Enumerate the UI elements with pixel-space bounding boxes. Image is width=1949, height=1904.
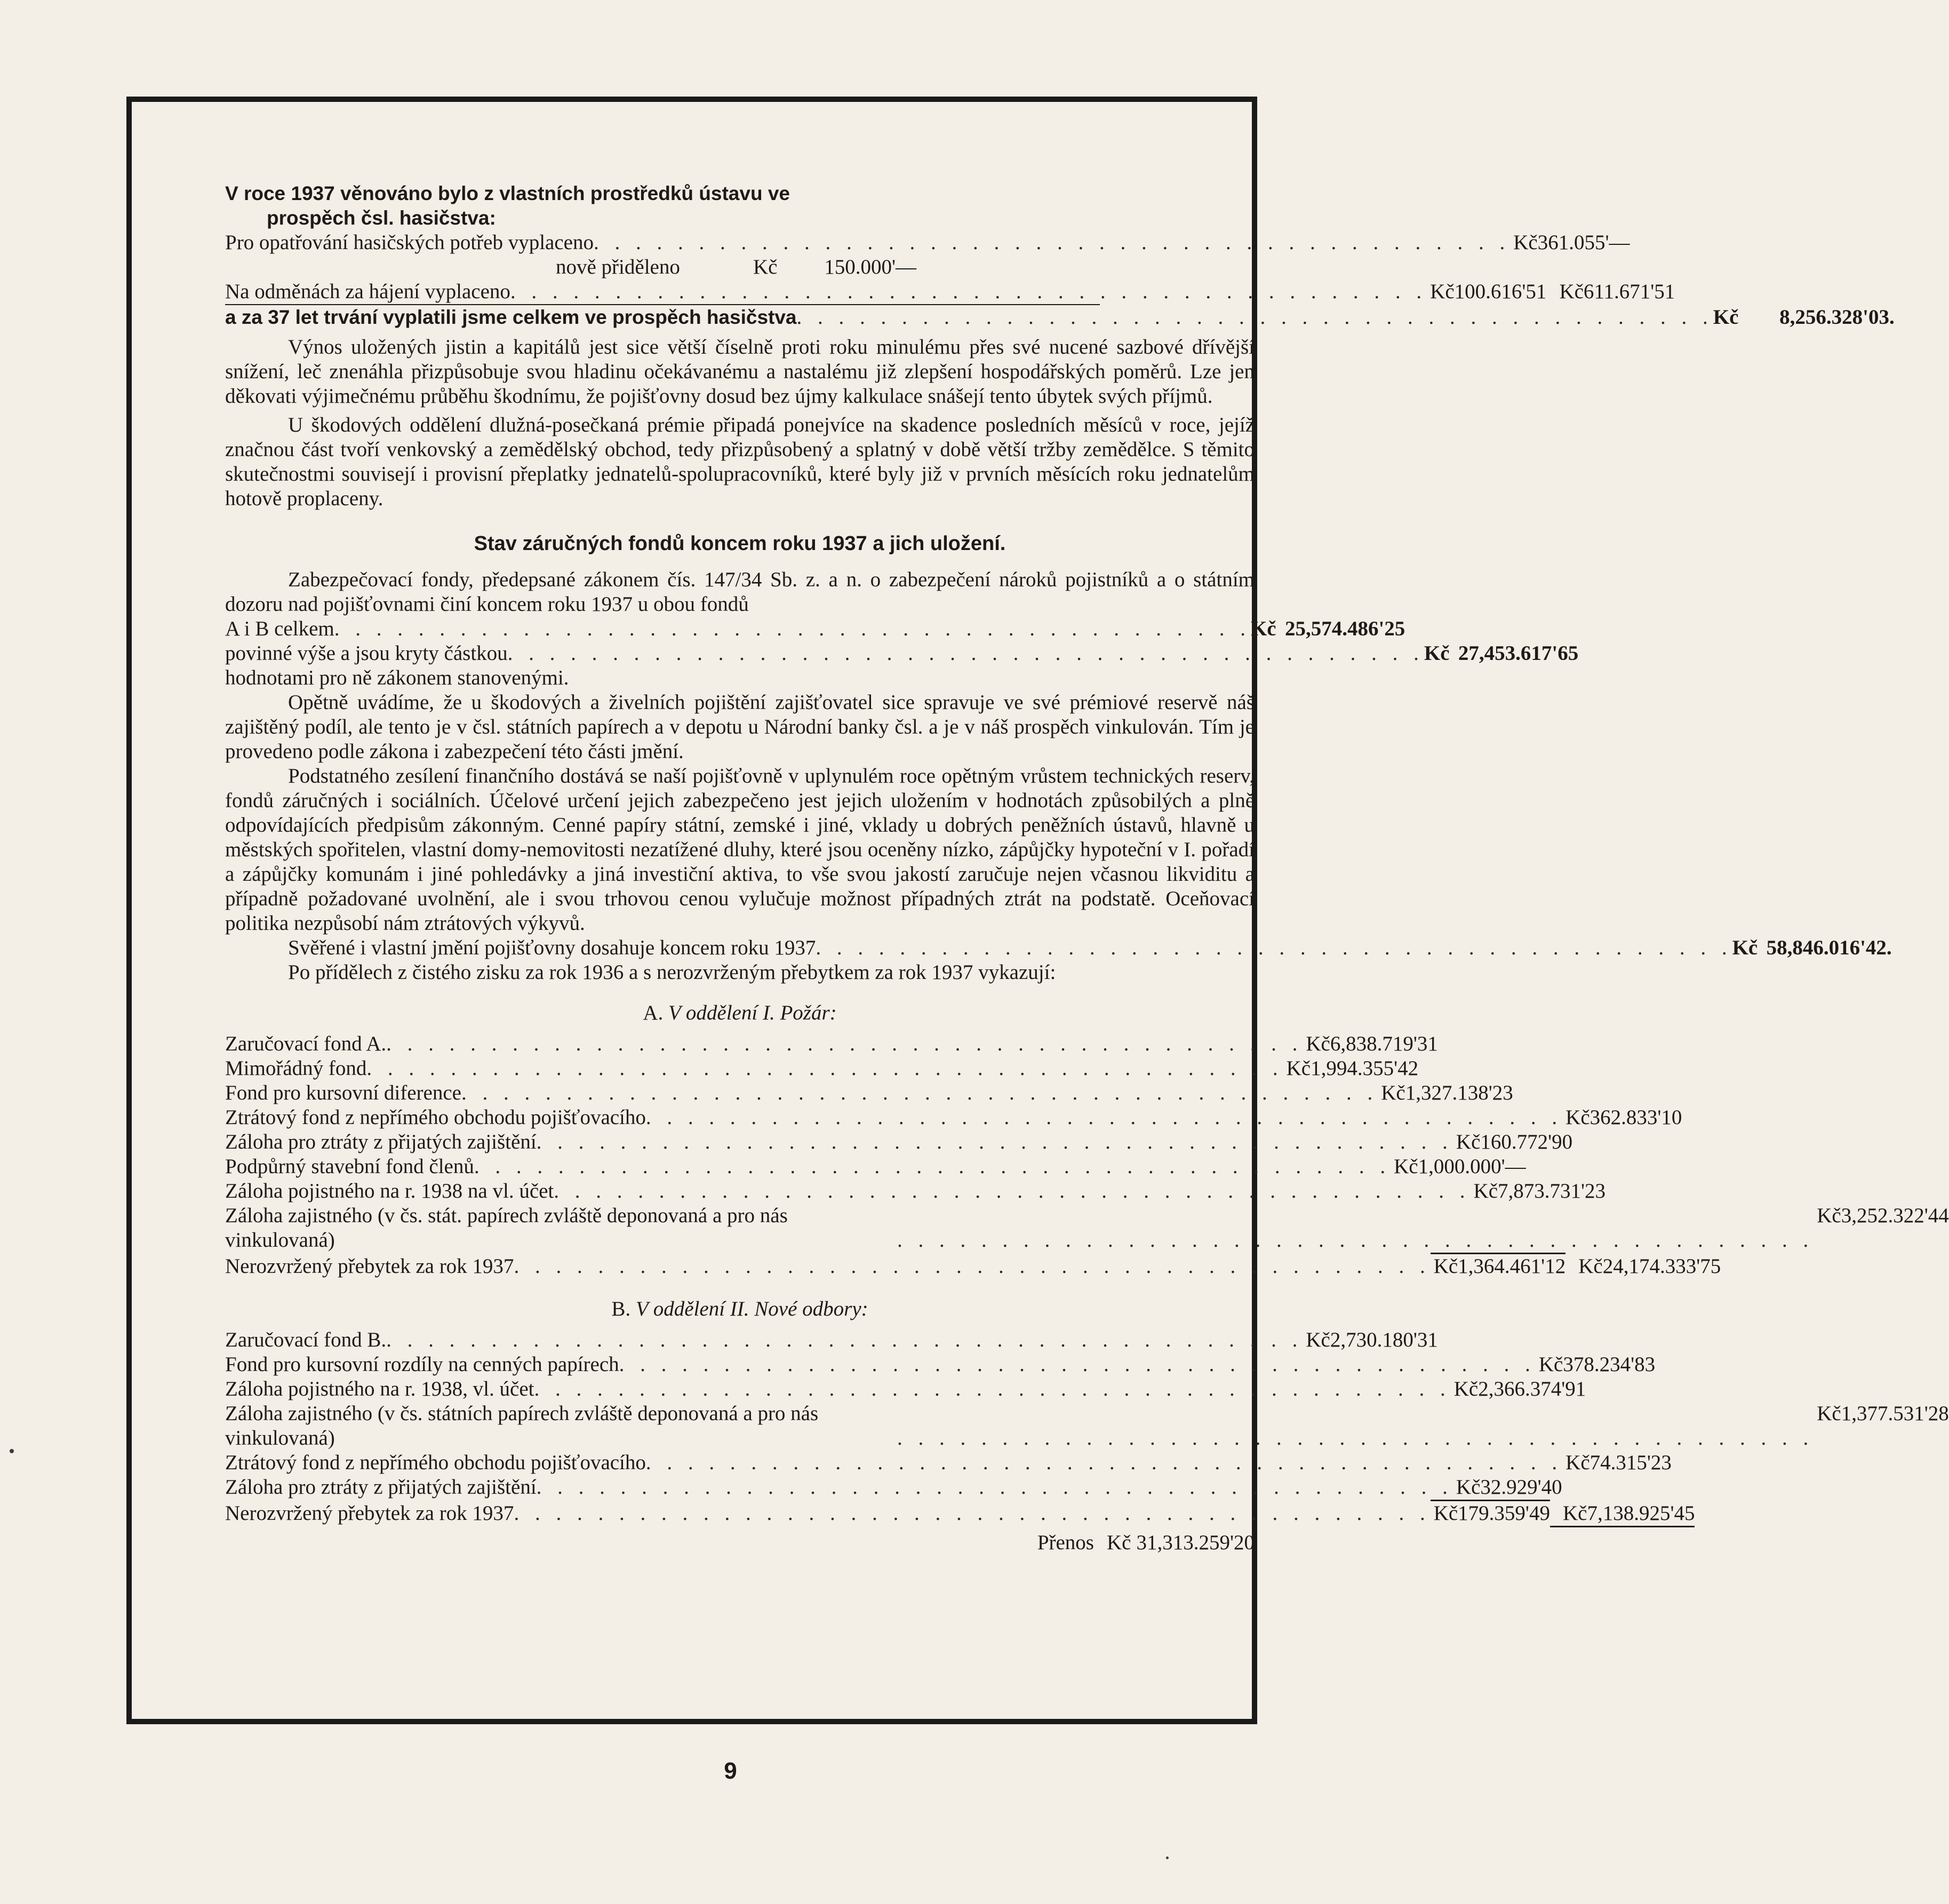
guarantee-row-label: povinné výše a jsou kryty částkou <box>225 642 508 665</box>
fund-row <box>225 1081 1513 1105</box>
fund-row-currency: Kč <box>1306 1032 1330 1055</box>
leader-dots: . . . . . . . . . . . . . . . . . . . . . . . . . . . . . . . . . . . . . . . . . . . . <box>474 1155 1391 1178</box>
paragraph: Výnos uložených jistin a kapitálů jest sice větší číselně proti roku minulému přes své nucené sazbové dřívější snížení, leč znenáhla přizpůsobuje svou hladinu očekávanému a nastalému již zlepšení hospodářských poměrů. Lze jen děkovati výjimečnému průběhu škodnímu, že pojišťovny dosud bez újmy kalkulace snášejí tento úbytek svých příjmů. <box>225 336 1255 408</box>
fund-row <box>225 1352 1656 1377</box>
section-a-table <box>225 1032 1949 1279</box>
intro-row-value: 361.055'— <box>1537 231 1630 254</box>
intro-title-line1: V roce 1937 věnováno bylo z vlastních prostředků ústavu ve <box>225 182 790 204</box>
scan-speck <box>1166 1857 1169 1859</box>
guarantee-row <box>225 617 1405 641</box>
leader-dots: . . . . . . . . . . . . . . . . . . . . . . . . . . . . . . . . . . . . . . . . . . . . <box>816 936 1732 959</box>
fund-row-label: Ztrátový fond z nepřímého obchodu pojišťovacího <box>225 1451 646 1474</box>
fund-row-currency: Kč <box>1817 1402 1841 1425</box>
guarantee-row <box>225 641 1579 666</box>
leader-dots: . . . . . . . . . . . . . . . . . . . . . . . . . . . . . . . . . . . . . . . . . . . . <box>386 1328 1303 1351</box>
after-allocation-text: Po přídělech z čistého zisku za rok 1936 a s nerozvrženým přebytkem za rok 1937 vykazují: <box>288 961 1056 984</box>
assets-value: 58,846.016'42. <box>1766 936 1892 959</box>
carry-currency: Kč <box>1106 1531 1131 1554</box>
fund-row <box>225 1179 1606 1204</box>
leader-dots: . . . . . . . . . . . . . . . . . . . . . . . . . . . . . . . . . . . . . . . . . . . . <box>514 1502 1431 1525</box>
guarantee-row-currency: Kč <box>1250 617 1276 640</box>
leader-dots: . . . . . . . . . . . . . . . . . . . . . . . . . . . . . . . . . . . . . . . . . . . . <box>507 642 1424 665</box>
fund-row-label: Zaručovací fond B. <box>225 1328 387 1351</box>
leader-dots: . . . . . . . . . . . . . . . . . . . . . . . . . . . . . . . . . . . . . . . . . . . . <box>366 1057 1283 1080</box>
fund-row-value: 179.359'49 <box>1458 1500 1550 1526</box>
fund-row-currency: Kč <box>1394 1155 1418 1178</box>
fund-row-label: Podpůrný stavební fond členů <box>225 1155 474 1178</box>
leader-dots: . . . . . . . . . . . . . . . . . . . . . . . . . . . . . . . . . . . . . . . . . . . . <box>514 1255 1431 1278</box>
fund-row-currency: Kč <box>1565 1106 1590 1129</box>
assets-currency: Kč <box>1732 936 1758 959</box>
fund-row <box>225 1401 1949 1451</box>
section-a-heading: V oddělení I. Požár: <box>668 1001 837 1024</box>
fund-row <box>225 1105 1682 1130</box>
fund-row-value: 7,873.731'23 <box>1498 1180 1606 1202</box>
carry-row <box>225 1531 1255 1555</box>
page-content <box>225 181 1949 1555</box>
guarantee-row-value: 27,453.617'65 <box>1458 642 1579 665</box>
assets-label: Svěřené i vlastní jmění pojišťovny dosahuje koncem roku 1937 <box>288 936 816 959</box>
fund-row-value: 1,377.531'28 <box>1841 1402 1949 1425</box>
intro-row-label: Na odměnách za hájení vyplaceno <box>225 280 510 303</box>
leader-dots: . . . . . . . . . . . . . . . . . . . . . . . . . . . . . . . . . . . . . . . . . . . . <box>334 617 1251 640</box>
fund-row-value: 3,252.322'44 <box>1841 1204 1949 1227</box>
fund-row-currency: Kč <box>1453 1377 1479 1400</box>
intro-row-currency: Kč <box>1513 231 1538 254</box>
section-b-prefix: B. <box>611 1297 631 1320</box>
guarantee-intro: Zabezpečovací fondy, předepsané zákonem čís. 147/34 Sb. z. a n. o zabezpečení nároků pojistníků a o státním dozoru nad pojišťovnami činí koncem roku 1937 u obou fondů <box>225 568 1255 616</box>
fund-row <box>225 1328 1438 1352</box>
fund-total-value: 24,174.333'75 <box>1602 1255 1721 1278</box>
leader-dots: . . . . . . . . . . . . . . . . . . . . . . . . . . . . . . . . . . . . . . . . . . . . <box>897 1427 1814 1449</box>
guarantee-row-currency: Kč <box>1424 642 1450 665</box>
leader-dots: . . . . . . . . . . . . . . . . . . . . . . . . . . . . . . . . . . . . . . . . . . . . <box>461 1081 1378 1104</box>
fund-row <box>225 1130 1573 1154</box>
guarantee-row-label: A i B celkem <box>225 617 334 640</box>
leader-dots: . . . . . . . . . . . . . . . . . . . . . . . . . . . . . . . . . . . . . . . . . . . . <box>796 306 1713 329</box>
section-b-title <box>225 1297 1255 1321</box>
leader-dots: . . . . . . . . . . . . . . . . . . . . . . . . . . . . . . . . . . . . . . . . . . . . <box>534 1377 1451 1400</box>
fund-row-currency: Kč <box>1538 1353 1563 1376</box>
fund-row <box>225 1475 1562 1500</box>
fund-row-value: 2,366.374'91 <box>1478 1377 1586 1400</box>
fund-row-label: Nerozvržený přebytek za rok 1937 <box>225 1502 514 1525</box>
fund-row-currency: Kč <box>1431 1253 1458 1279</box>
fund-row-label: Záloha pojistného na r. 1938, vl. účet <box>225 1377 534 1400</box>
fund-row <box>225 1500 1695 1527</box>
fund-row-value: 362.833'10 <box>1589 1106 1682 1129</box>
fund-row-label: Záloha pro ztráty z přijatých zajištění <box>225 1130 537 1153</box>
intro-row-value: 150.000'— <box>824 256 916 278</box>
fund-row-currency: Kč <box>1456 1130 1481 1153</box>
leader-dots: . . . . . . . . . . . . . . . . . . . . . . . . . . . . . . . . . . . . . . . . . . . . <box>554 1180 1471 1202</box>
intro-row <box>225 280 1675 305</box>
intro-row-value: 100.616'51 <box>1454 280 1547 303</box>
fund-total-currency: Kč <box>1550 1501 1587 1527</box>
intro-row-currency2: Kč <box>1559 280 1584 303</box>
carry-value: 31,313.259'20 <box>1136 1531 1255 1554</box>
fund-row-currency: Kč <box>1456 1476 1481 1499</box>
fund-row-value: 32.929'40 <box>1480 1476 1562 1499</box>
intro-row-value2: 611.671'51 <box>1583 280 1675 303</box>
paragraph: Podstatného zesílení finančního dostává se naší pojišťovně v uplynulém roce opětným vrůstem technických reserv, fondů záručných i sociálních. Účelové určení jejich zabezpečeno jest jejich uložením v hodnotách způsobilých a plně odpovídajících předpisům zákonným. Cenné papíry státní, zemské i jiné, vklady u dobrých peněžních ústavů, hlavně u městských spořitelen, vlastní domy-nemovitosti nezatížené dluhy, které jsou oceněny nízko, zápůjčky hypoteční v I. pořadí a zápůjčky komunám i jiné pohledávky a jiná investiční aktiva, to vše svou jakostí zaručuje nejen včasnou likviditu a případně požadované uvolnění, ale i svou trhovou cenou vylučuje možnost případných ztrát na podstatě. Oceňovací politika nezpůsobí nám ztrátových výkyvů. <box>225 764 1255 935</box>
leader-dots: . . . . . . . . . . . . . . . . . . . . . . . . . . . . . . . . . . . . . . . . . . . . <box>645 1451 1563 1474</box>
fund-row-currency: Kč <box>1381 1081 1405 1104</box>
fund-row-label: Záloha zajistného (v čs. státních papírech zvláště deponovaná a pro nás vinkulovaná) <box>225 1402 819 1449</box>
fund-row-label: Mimořádný fond <box>225 1057 367 1080</box>
fund-row-label: Záloha pro ztráty z přijatých zajištění <box>225 1476 537 1499</box>
intro-total-row <box>225 305 1895 330</box>
intro-total-currency: Kč <box>1713 306 1739 329</box>
leader-dots: . . . . . . . . . . . . . . . . . . . . . . . . . . . . . . . . . . . . . . . . . . . . <box>593 231 1511 254</box>
page-number: 9 <box>724 1758 737 1784</box>
fund-row-label: Fond pro kursovní rozdíly na cenných papírech <box>225 1353 619 1376</box>
fund-row-label: Ztrátový fond z nepřímého obchodu pojišťovacího <box>225 1106 646 1129</box>
leader-dots: . . . . . . . . . . . . . . . . . . . . . . . . . . . . . . . . . . . . . . . . . . . . <box>510 280 1427 303</box>
intro-row <box>225 230 1630 255</box>
intro-row-label: Pro opatřování hasičských potřeb vyplaceno <box>225 231 594 254</box>
fund-row <box>225 1056 1419 1081</box>
leader-dots: . . . . . . . . . . . . . . . . . . . . . . . . . . . . . . . . . . . . . . . . . . . . <box>536 1476 1453 1499</box>
leader-dots: . . . . . . . . . . . . . . . . . . . . . . . . . . . . . . . . . . . . . . . . . . . . <box>619 1353 1536 1376</box>
section-a-title <box>225 1001 1255 1025</box>
fund-row-currency: Kč <box>1473 1180 1498 1202</box>
fund-row-currency: Kč <box>1817 1204 1841 1227</box>
intro-row-currency: Kč <box>753 256 778 278</box>
section-a-prefix: A. <box>643 1001 664 1024</box>
intro-title-line2: prospěch čsl. hasičstva: <box>267 207 496 229</box>
intro-table <box>225 230 1675 305</box>
fund-total-currency: Kč <box>1578 1255 1603 1278</box>
fund-row-label: Záloha zajistného (v čs. stát. papírech zvláště deponovaná a pro nás vinkulovaná) <box>225 1204 788 1252</box>
fund-row-value: 1,000.000'— <box>1418 1155 1526 1178</box>
fund-row-label: Zaručovací fond A. <box>225 1032 387 1055</box>
assets-row <box>225 936 1892 960</box>
intro-row-currency: Kč <box>1430 280 1455 303</box>
fund-row-label: Fond pro kursovní diference <box>225 1081 461 1104</box>
leader-dots: . . . . . . . . . . . . . . . . . . . . . . . . . . . . . . . . . . . . . . . . . . . . <box>386 1032 1303 1055</box>
fund-row <box>225 1154 1526 1179</box>
fund-row-value: 1,994.355'42 <box>1311 1057 1419 1080</box>
fund-row-currency: Kč <box>1306 1328 1330 1351</box>
leader-dots: . . . . . . . . . . . . . . . . . . . . . . . . . . . . . . . . . . . . . . . . . . . . <box>897 1229 1814 1252</box>
intro-total-label: a za 37 let trvání vyplatili jsme celkem ve prospěch hasičstva <box>225 306 797 328</box>
intro-row <box>225 255 1100 280</box>
fund-row-value: 1,327.138'23 <box>1405 1081 1513 1104</box>
fund-row-label: Nerozvržený přebytek za rok 1937 <box>225 1255 514 1278</box>
paragraph: Opětně uvádíme, že u škodových a živelních pojištění zajišťovatel sice spravuje ve své prémiové reservě náš zajištěný podíl, ale tento je v čsl. státních papírech a v depotu u Národní banky čsl. a je v náš prospěch vinkulován. Tím je provedeno podle zákona i zabezpečení této části jmění. <box>225 691 1255 763</box>
fund-row-value: 1,364.461'12 <box>1458 1253 1565 1279</box>
guarantee-row-value: 25,574.486'25 <box>1284 617 1405 640</box>
carry-label: Přenos <box>1037 1531 1094 1554</box>
fund-row-label: Záloha pojistného na r. 1938 na vl. účet <box>225 1180 554 1202</box>
leader-dots: . . . . . . . . . . . . . . . . . . . . . . . . . . . . . . . . . . . . . . . . . . . . <box>645 1106 1563 1129</box>
fund-row-value: 2,730.180'31 <box>1330 1328 1438 1351</box>
intro-total-value: 8,256.328'03. <box>1779 306 1895 329</box>
fund-row <box>225 1032 1438 1056</box>
fund-row <box>225 1377 1586 1401</box>
fund-total-value: 7,138.925'45 <box>1587 1501 1695 1527</box>
fund-row <box>225 1253 1721 1279</box>
fund-row-value: 6,838.719'31 <box>1330 1032 1438 1055</box>
section-b-table <box>225 1328 1949 1527</box>
fund-row-value: 74.315'23 <box>1589 1451 1672 1474</box>
fund-row-currency: Kč <box>1565 1451 1590 1474</box>
guarantee-tail: hodnotami pro ně zákonem stanovenými. <box>225 666 569 689</box>
fund-row <box>225 1451 1672 1475</box>
intro-row-label: nově přiděleno <box>556 256 680 278</box>
section-b-heading: V oddělení II. Nové odbory: <box>635 1297 868 1320</box>
scan-speck <box>10 1449 14 1453</box>
section-heading: Stav záručných fondů koncem roku 1937 a jich uložení. <box>474 532 1006 555</box>
fund-row <box>225 1204 1949 1253</box>
fund-row-value: 378.234'83 <box>1563 1353 1656 1376</box>
leader-dots: . . . . . . . . . . . . . . . . . . . . . . . . . . . . . . . . . . . . . . . . . . . . <box>536 1130 1453 1153</box>
fund-row-currency: Kč <box>1431 1500 1458 1526</box>
fund-row-value: 160.772'90 <box>1480 1130 1573 1153</box>
paragraph: U škodových oddělení dlužná-posečkaná prémie připadá ponejvíce na skadence posledních měsíců v roce, jejíž značnou část tvoří venkovský a zemědělský obchod, tedy přizpůsobený a splatný v době větší tržby zemědělce. S těmito skutečnostmi souvisejí i provisní přeplatky jednatelů-spolupracovníků, které byly již v prvních měsících roku jednatelům hotově proplaceny. <box>225 413 1255 510</box>
fund-row-currency: Kč <box>1286 1057 1311 1080</box>
